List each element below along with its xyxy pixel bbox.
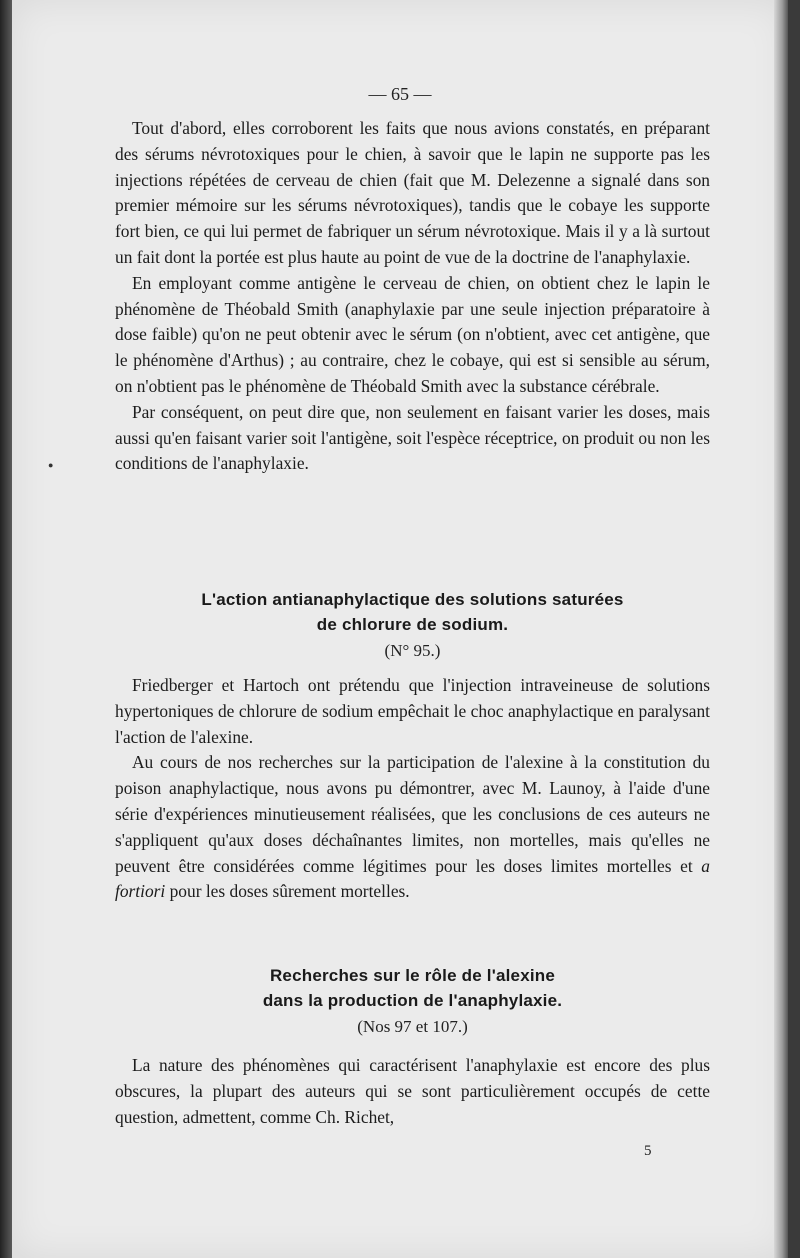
section-title-line-2: dans la production de l'anaphylaxie. <box>262 991 563 1010</box>
italic-phrase: a fortiori <box>115 855 710 902</box>
section-alexine <box>115 963 710 1130</box>
paragraph-launoy-start: Au cours de nos recherches sur la participation de l'alexine à la constitution du poison anaphylactique, nous avons pu démontrer, avec M. Launoy, à l'aide d'une série d'expériences minutieusement réalisées, que les conclusions de ces auteurs ne s'appliquent qu'aux doses déchaînantes limites, non mortelles, mais qu'elles ne peuvent être considérées comme légitimes pour les doses limites mortelles et <box>115 752 710 876</box>
paragraph-1: Tout d'abord, elles corroborent les faits que nous avions constatés, en préparant des sérums névrotoxiques pour le chien, à savoir que le lapin ne supporte pas les injections répétées de cerveau de chien (fait que M. Delezenne a signalé dans son premier mémoire sur les sérums névrotoxiques), tandis que le cobaye les supporte fort bien, ce qui lui permet de fabriquer un sérum névrotoxique. Mais il y a là surtout un fait dont la portée est plus haute au point de vue de la doctrine de l'anaphylaxie. <box>115 118 710 267</box>
section-reference: (N° 95.) <box>384 641 441 660</box>
binding-shadow <box>0 0 12 1258</box>
paragraph-friedberger: Friedberger et Hartoch ont prétendu que l'injection intraveineuse de solutions hypertoniques de chlorure de sodium empêchait le choc anaphylactique en paralysant l'action de l'alexine. <box>115 675 710 747</box>
page-number: — 65 — <box>368 84 432 104</box>
signature-mark: 5 <box>644 1143 652 1159</box>
paragraph-2: En employant comme antigène le cerveau de chien, on obtient chez le lapin le phénomène de Théobald Smith (anaphylaxie par une seule injection préparatoire à dose faible) qu'on ne peut obtenir avec le sérum (on n'obtient, avec cet antigène, que le phénomène d'Arthus) ; au contraire, chez le cobaye, qui est si sensible au sérum, on n'obtient pas le phénomène de Théobald Smith avec la substance cérébrale. <box>115 272 710 396</box>
margin-dot: ● <box>48 460 54 470</box>
paragraph-nature: La nature des phénomènes qui caractérisent l'anaphylaxie est encore des plus obscures, la plupart des auteurs qui se sont particulièrement occupés de cette question, admettent, comme Ch. Richet, <box>115 1055 710 1127</box>
book-page <box>12 0 788 1258</box>
section-continuation <box>115 116 710 477</box>
page-edge-shadow <box>774 0 788 1258</box>
section-title-line-2: de chlorure de sodium. <box>316 615 509 634</box>
paragraph-launoy-end: pour les doses sûrement mortelles. <box>165 881 410 902</box>
section-antianaphylactic <box>115 587 710 905</box>
paragraph-launoy <box>115 750 710 905</box>
paragraph-3: Par conséquent, on peut dire que, non seulement en faisant varier les doses, mais aussi qu'en faisant varier soit l'antigène, soit l'espèce réceptrice, on produit ou non les conditions de l'anaphylaxie. <box>115 401 710 474</box>
section-title-line-1: L'action antianaphylactique des solutions saturées <box>201 590 624 609</box>
section-reference: (Nos 97 et 107.) <box>357 1017 468 1036</box>
section-title-line-1: Recherches sur le rôle de l'alexine <box>269 966 556 985</box>
